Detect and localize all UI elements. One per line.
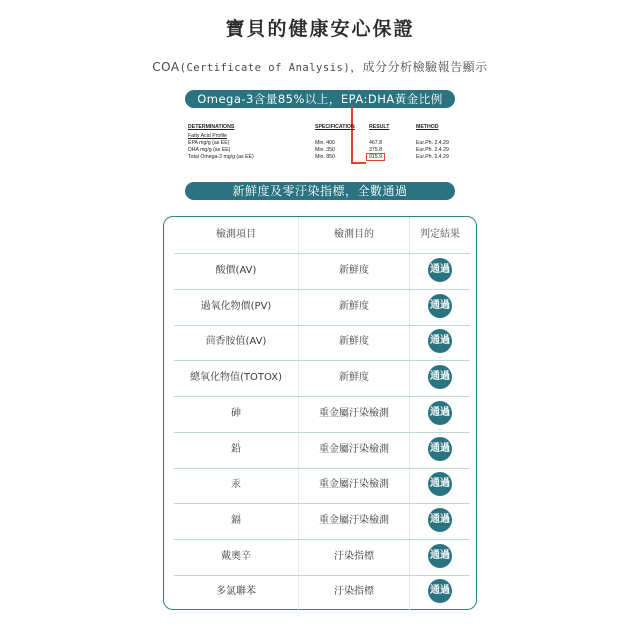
table-row — [174, 432, 470, 469]
result-cell — [410, 539, 470, 575]
coa-total-result-highlight: 915.9 — [366, 153, 385, 161]
test-purpose: 重金屬汙染檢測 — [298, 467, 410, 503]
test-purpose: 重金屬汙染檢測 — [298, 396, 410, 432]
highlight-connector-foot — [351, 162, 366, 164]
test-purpose: 新鮮度 — [298, 253, 410, 289]
coa-paren: (Certificate of Analysis) — [179, 62, 351, 74]
test-item: 戴奧辛 — [221, 550, 251, 562]
table-header-row — [174, 217, 470, 254]
test-item: 總氧化物值(TOTOX) — [190, 372, 282, 384]
coa-header-result: RESULT — [369, 124, 390, 130]
result-cell — [410, 396, 470, 432]
test-purpose: 新鮮度 — [298, 360, 410, 396]
coa-report-row — [188, 147, 458, 154]
test-purpose: 新鮮度 — [298, 324, 410, 360]
coa-report-row — [188, 154, 458, 161]
coa-row-spec: Min. 850 — [315, 154, 335, 160]
coa-row-name: EPA mg/g (as EE) — [188, 140, 230, 146]
result-cell — [410, 360, 470, 396]
coa-suffix: ，成分分析檢驗報告顯示 — [350, 60, 488, 74]
result-cell — [410, 503, 470, 539]
result-cell — [410, 574, 470, 610]
test-purpose: 重金屬汙染檢測 — [298, 503, 410, 539]
pass-badge: 通過 — [428, 294, 452, 318]
coa-subheader: Fatty Acid Profile — [188, 133, 227, 139]
pass-badge: 通過 — [428, 401, 452, 425]
test-results-table — [163, 216, 477, 610]
result-cell — [410, 253, 470, 289]
table-row — [174, 503, 470, 540]
coa-header-method: METHOD — [416, 124, 439, 130]
pass-badge: 通過 — [428, 258, 452, 282]
test-purpose: 汙染指標 — [298, 539, 410, 575]
coa-caption — [0, 58, 640, 75]
pass-badge: 通過 — [428, 579, 452, 603]
coa-row-method: Eur.Ph. 2.4.29 — [416, 154, 449, 160]
test-item: 汞 — [231, 479, 241, 491]
coa-report-excerpt — [188, 124, 458, 161]
coa-row-name: DHA mg/g (as EE) — [188, 147, 231, 153]
result-cell — [410, 467, 470, 503]
test-item: 鎘 — [231, 514, 241, 526]
header-result: 判定結果 — [420, 229, 460, 240]
test-item: 砷 — [231, 407, 241, 419]
test-purpose: 重金屬汙染檢測 — [298, 432, 410, 468]
pass-badge: 通過 — [428, 437, 452, 461]
test-item: 茴香胺值(AV) — [205, 336, 267, 348]
header-test-item: 檢測項目 — [216, 229, 256, 240]
coa-row-result: 467.8 — [369, 140, 382, 146]
test-item: 過氧化物價(PV) — [200, 300, 272, 312]
test-purpose: 汙染指標 — [298, 574, 410, 610]
coa-prefix: COA — [152, 60, 180, 74]
coa-report-header — [188, 124, 458, 133]
table-row — [174, 396, 470, 433]
table-row — [174, 253, 470, 290]
table-row — [174, 574, 470, 610]
result-cell — [410, 324, 470, 360]
coa-header-specification: SPECIFICATION — [315, 124, 355, 130]
header-test-purpose: 檢測目的 — [298, 217, 410, 253]
coa-row-name: Total Omega-3 mg/g (as EE) — [188, 154, 254, 160]
coa-row-spec: Min. 400 — [315, 140, 335, 146]
pass-badge: 通過 — [428, 329, 452, 353]
pass-badge: 通過 — [428, 472, 452, 496]
test-item: 多氯聯苯 — [216, 586, 256, 598]
table-row — [174, 289, 470, 326]
freshness-banner: 新鮮度及零汙染指標，全數通過 — [185, 182, 455, 200]
page-title: 寶貝的健康安心保證 — [225, 18, 415, 40]
coa-row-method: Eur.Ph. 2.4.29 — [416, 140, 449, 146]
table-row — [174, 360, 470, 397]
pass-badge: 通過 — [428, 544, 452, 568]
omega-banner: Omega-3含量85%以上，EPA:DHA黃金比例 — [185, 90, 455, 108]
table-row — [174, 539, 470, 576]
table-row — [174, 467, 470, 504]
pass-badge: 通過 — [428, 365, 452, 389]
test-item: 酸價(AV) — [215, 265, 257, 276]
coa-row-method: Eur.Ph. 2.4.29 — [416, 147, 449, 153]
pass-badge: 通過 — [428, 508, 452, 532]
result-cell — [410, 289, 470, 325]
coa-header-determinations: DETERMINATIONS — [188, 124, 235, 130]
test-item: 鉛 — [231, 443, 241, 455]
table-row — [174, 324, 470, 361]
test-purpose: 新鮮度 — [298, 289, 410, 325]
result-cell — [410, 432, 470, 468]
coa-row-spec: Min. 350 — [315, 147, 335, 153]
coa-report-subheader — [188, 133, 458, 140]
coa-report-row — [188, 140, 458, 147]
coa-row-result: 375.8 — [369, 147, 382, 153]
